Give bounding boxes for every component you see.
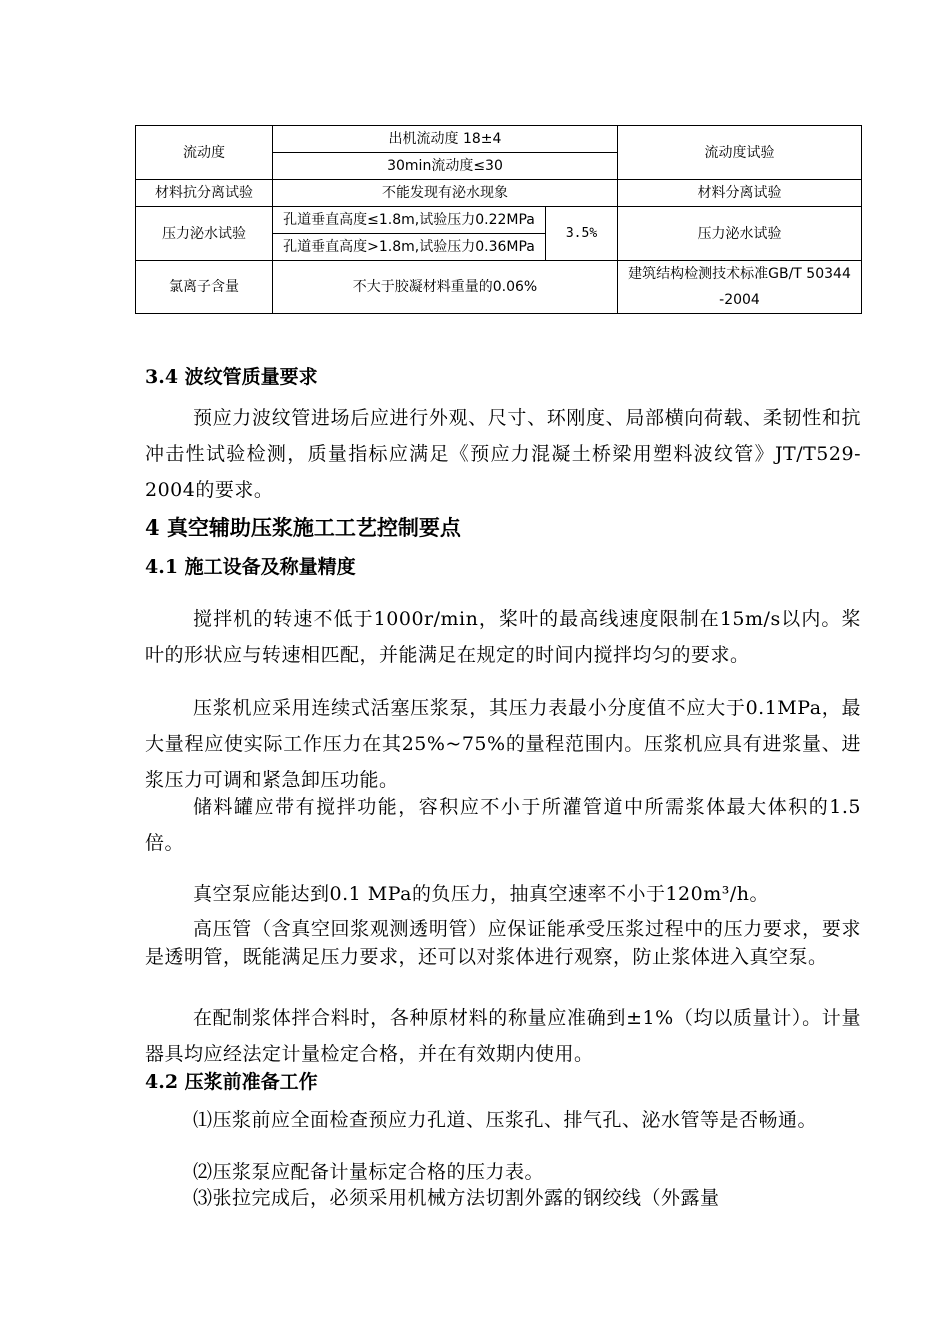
paragraph-text: 真空泵应能达到0.1 MPa的负压力，抽真空速率不小于120m³/h。: [193, 883, 770, 905]
table-cell: 3.5%: [546, 207, 618, 261]
paragraph: [145, 601, 861, 673]
table-cell: 压力泌水试验: [618, 207, 862, 261]
table-row: [136, 261, 862, 314]
section-heading-4: 4 真空辅助压浆施工工艺控制要点: [145, 515, 461, 540]
paragraph: [145, 1158, 861, 1186]
paragraph: [145, 1000, 861, 1072]
paragraph: [145, 400, 861, 508]
table-cell: 不大于胶凝材料重量的0.06%: [273, 261, 618, 314]
paragraph: [145, 1184, 861, 1212]
paragraph: [145, 1106, 861, 1134]
table-row: [136, 126, 862, 153]
table-cell: 流动度试验: [618, 126, 862, 180]
table-row: [136, 207, 862, 234]
paragraph: [145, 690, 861, 798]
paragraph-text: ⑶张拉完成后，必须采用机械方法切割外露的钢绞线（外露量: [193, 1187, 720, 1209]
table-cell: 氯离子含量: [136, 261, 273, 314]
paragraph: [145, 876, 861, 912]
specification-table: [135, 125, 862, 314]
table-cell: 材料抗分离试验: [136, 180, 273, 207]
table-row: [136, 180, 862, 207]
paragraph-text: 储料罐应带有搅拌功能，容积应不小于所灌管道中所需浆体最大体积的1.5倍。: [145, 796, 861, 854]
table-cell: 出机流动度 18±4: [273, 126, 618, 153]
paragraph: [145, 915, 861, 971]
section-heading-4-1: 4.1 施工设备及称量精度: [145, 556, 356, 578]
paragraph-text: 在配制浆体拌合料时，各种原材料的称量应准确到±1%（均以质量计）。计量器具均应经法定计量检定合格，并在有效期内使用。: [145, 1007, 861, 1065]
table-cell: 材料分离试验: [618, 180, 862, 207]
section-heading-3-4: 3.4 波纹管质量要求: [145, 366, 318, 388]
paragraph-text: 预应力波纹管进场后应进行外观、尺寸、环刚度、局部横向荷载、柔韧性和抗冲击性试验检测，质量指标应满足《预应力混凝土桥梁用塑料波纹管》JT/T529-2004的要求。: [145, 407, 861, 501]
table-cell: 30min流动度≤30: [273, 153, 618, 180]
paragraph-text: 高压管（含真空回浆观测透明管）应保证能承受压浆过程中的压力要求，要求是透明管，既能满足压力要求，还可以对浆体进行观察，防止浆体进入真空泵。: [145, 918, 861, 968]
paragraph: [145, 789, 861, 861]
paragraph-text: 压浆机应采用连续式活塞压浆泵，其压力表最小分度值不应大于0.1MPa，最大量程应使实际工作压力在其25%~75%的量程范围内。压浆机应具有进浆量、进浆压力可调和紧急卸压功能。: [145, 697, 861, 791]
table-cell: 建筑结构检测技术标准GB/T 50344 -2004: [618, 261, 862, 314]
paragraph-text: ⑴压浆前应全面检查预应力孔道、压浆孔、排气孔、泌水管等是否畅通。: [193, 1109, 818, 1131]
section-heading-4-2: 4.2 压浆前准备工作: [145, 1071, 318, 1093]
table-cell: 不能发现有泌水现象: [273, 180, 618, 207]
table-cell: 压力泌水试验: [136, 207, 273, 261]
table-cell: 孔道垂直高度≤1.8m,试验压力0.22MPa: [273, 207, 546, 234]
table-cell: 孔道垂直高度>1.8m,试验压力0.36MPa: [273, 234, 546, 261]
table-cell: 流动度: [136, 126, 273, 180]
paragraph-text: 搅拌机的转速不低于1000r/min，桨叶的最高线速度限制在15m/s以内。桨叶的形状应与转速相匹配，并能满足在规定的时间内搅拌均匀的要求。: [145, 608, 861, 666]
paragraph-text: ⑵压浆泵应配备计量标定合格的压力表。: [193, 1161, 545, 1183]
